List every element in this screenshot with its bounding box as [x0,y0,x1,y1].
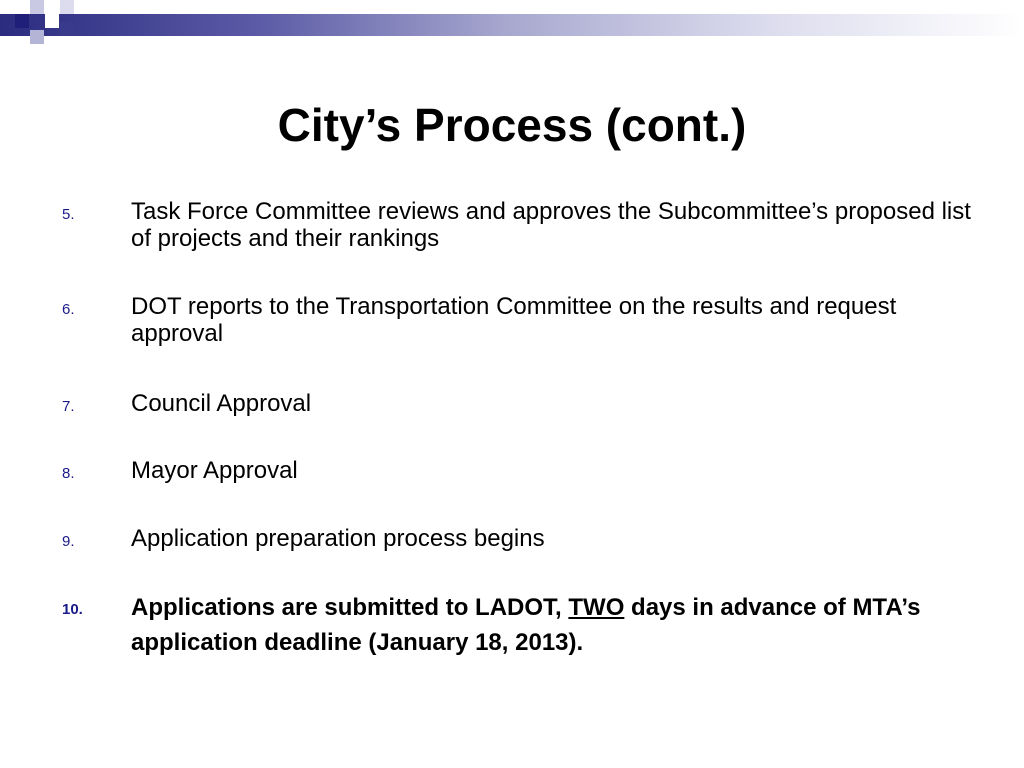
decorative-square [30,30,44,44]
underlined-emphasis: TWO [568,594,625,621]
list-item-text: Council Approval [131,390,312,417]
list-item-number: 10. [62,601,83,618]
list-item-number: 6. [62,301,75,318]
header-gradient-bar [0,14,1024,36]
list-item-text-part2: days in advance of MTA’s application deadline (January 18, 2013). [131,594,921,656]
decorative-square [60,22,74,36]
slide-title: City’s Process (cont.) [277,99,747,151]
list-item-text: Mayor Approval [131,457,298,484]
list-item-number: 8. [62,465,75,482]
list-item-text [131,590,981,660]
list-item-number: 5. [62,206,75,223]
list-item-text: Application preparation process begins [131,525,545,552]
list-item-number: 9. [62,533,75,550]
decorative-square [15,14,29,28]
decorative-square [45,14,59,28]
list-item-text: Task Force Committee reviews and approves the Subcommittee’s proposed list of projects and their rankings [131,198,971,252]
decorative-square [60,0,74,14]
list-item-text-part1: Applications are submitted to LADOT, [131,594,569,621]
list-item-number: 7. [62,398,75,415]
decorative-square [30,0,44,14]
list-item-text: DOT reports to the Transportation Committee on the results and request approval [131,293,897,347]
